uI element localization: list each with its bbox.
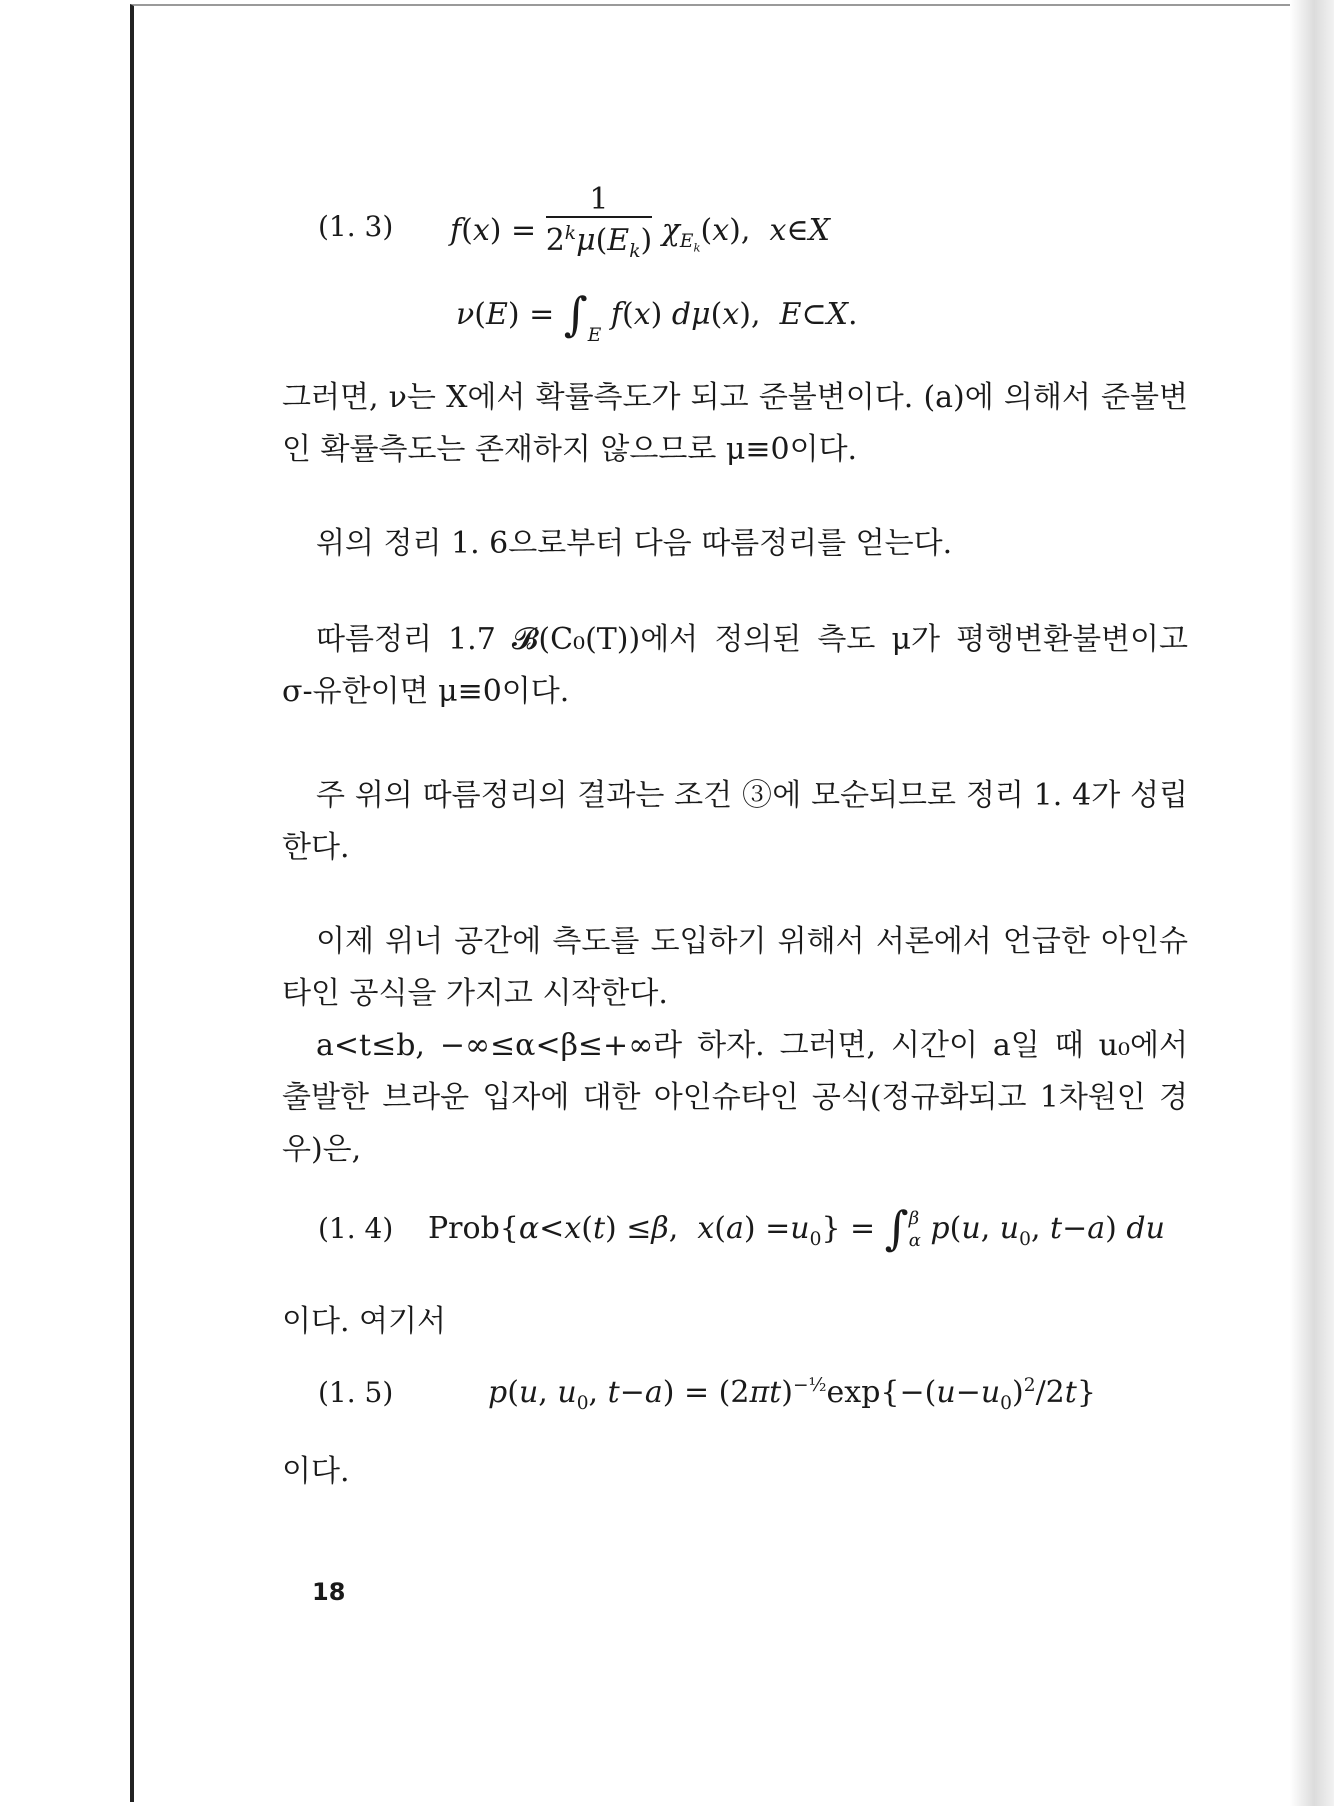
corollary-1-7: 따름정리 1.7 𝓑(C₀(T))에서 정의된 측도 μ가 평행변환불변이고 σ-유한이면 μ≡0이다. [282, 622, 1188, 709]
paragraph-6: 이다. [282, 1454, 350, 1489]
eq15-formula: p(u, $u_0$, $t-a) = (2\pi t)^{-\frac{1}{2}}\exp\{-(u-u_0)^2/2t\}$ [488, 1375, 1096, 1414]
eq14-formula: Prob{α<x(t) ≤β, $x(a) =u_0$} = ∫ β α p(u, $u_0$, t−a) du [428, 1201, 1165, 1255]
paragraph-2: 위의 정리 1. 6으로부터 다음 따름정리를 얻는다. [316, 526, 953, 561]
eq13-label: (1. 3) [318, 210, 394, 243]
note: 주 위의 따름정리의 결과는 조건 ③에 모순되므로 정리 1. 4가 성립한다. [282, 778, 1188, 865]
eq14-label: (1. 4) [318, 1212, 394, 1245]
eq15-label: (1. 5) [318, 1376, 394, 1409]
eq13-line1: f(x) = $\frac{1}{2^k\mu(E_k)}$ $\chi_{E_k}(x)$, x∈X [450, 182, 830, 262]
page-edge-shadow [1290, 0, 1334, 1806]
eq13-line2: $\nu(E) = \int_E$ f(x) dμ(x), E⊂X. [456, 287, 858, 346]
paragraph-3: 이제 위너 공간에 측도를 도입하기 위해서 서론에서 언급한 아인슈타인 공식을 가지고 시작한다. [282, 924, 1188, 1011]
page-number: 18 [312, 1578, 346, 1606]
paragraph-1: 그러면, ν는 X에서 확률측도가 되고 준불변이다. (a)에 의해서 준불변인 확률측도는 존재하지 않으므로 μ≡0이다. [282, 380, 1188, 467]
paragraph-4: a<t≤b, −∞≤α<β≤+∞라 하자. 그러면, 시간이 a일 때 u₀에서 출발한 브라운 입자에 대한 아인슈타인 공식(정규화되고 1차원인 경우)은, [282, 1028, 1188, 1167]
paragraph-5: 이다. 여기서 [282, 1304, 446, 1339]
